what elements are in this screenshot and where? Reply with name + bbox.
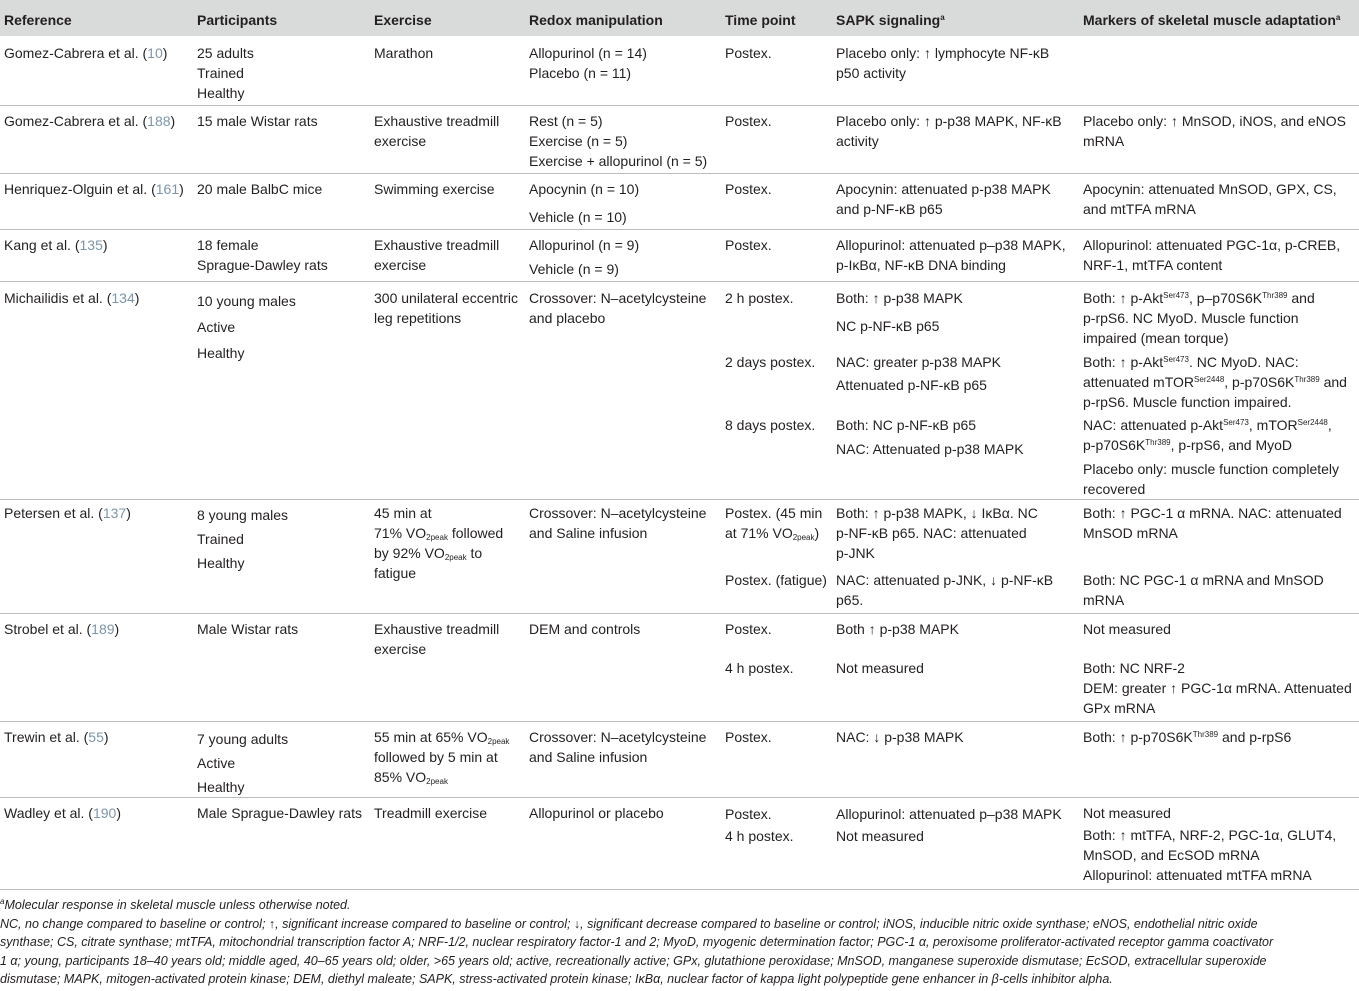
cell-markers: Both: ↑ p-Akt$^{Ser473}$, $p-p70S6K^{Thr389}$ and p-rpS6. NC MyoD. Muscle function impaired (mean torque) bbox=[1083, 290, 1315, 346]
table-header bbox=[0, 0, 1359, 36]
cell-markers: Placebo only: muscle function completely recovered bbox=[1083, 461, 1340, 497]
cell-reference: Kang et al. (135) bbox=[4, 237, 108, 253]
cell-sapk: Both: NC p-NF-κB p65 bbox=[836, 417, 977, 433]
cell-reference: Gomez-Cabrera et al. (10) bbox=[4, 45, 168, 61]
header-markers: Markers of skeletal muscle adaptation$^a$ bbox=[1083, 12, 1341, 28]
table-bottom-rule bbox=[0, 889, 1359, 890]
cell-reference: Gomez-Cabrera et al. (188) bbox=[4, 113, 176, 129]
cell-participants: 7 young adults Active Healthy bbox=[197, 731, 289, 795]
cell-exercise: Exhaustive treadmill exercise bbox=[374, 237, 500, 273]
cell-sapk: NC p-NF-κB p65 bbox=[836, 318, 940, 334]
row-divider bbox=[0, 281, 1359, 282]
cell-sapk: Allopurinol: attenuated p–p38 MAPK, p-IκBα, NF-κB DNA binding bbox=[836, 237, 1066, 273]
row-divider bbox=[0, 721, 1359, 722]
footnote-abbreviations: synthase; CS, citrate synthase; mtTFA, mitochondrial transcription factor A; NRF-1/2, nuclear respiratory factor-1 and 2; MyoD, myogenic determination factor; PGC-1 α, peroxisome proliferator-activated receptor gamma coactivator bbox=[0, 935, 1274, 949]
cell-sapk: Placebo only: ↑ lymphocyte NF-κB p50 activity bbox=[836, 45, 1050, 81]
cell-redox: Allopurinol (n = 9) bbox=[529, 237, 640, 253]
cell-time: 2 days postex. bbox=[725, 354, 816, 370]
cell-redox: Crossover: N–acetylcysteine and Saline infusion bbox=[529, 729, 707, 765]
cell-time: Postex. bbox=[725, 181, 772, 197]
cell-time: Postex. bbox=[725, 729, 772, 745]
citation-link[interactable]: 189 bbox=[91, 621, 115, 637]
row-divider bbox=[0, 173, 1359, 174]
cell-sapk: Not measured bbox=[836, 660, 924, 676]
footnote-abbreviations: 1 α; young, participants 18–40 years old; middle aged, 40–65 years old; older, >65 years old; active, recreationally active; GPx, glutathione peroxidase; MnSOD, manganese superoxide dismutase; EcSOD, extracellular superoxide bbox=[0, 953, 1267, 968]
cell-time: Postex. bbox=[725, 45, 772, 61]
cell-reference: Petersen et al. (137) bbox=[4, 505, 131, 521]
cell-markers: Both: ↑ PGC-1 α mRNA. NAC: attenuated MnSOD mRNA bbox=[1083, 505, 1342, 541]
cell-redox: Vehicle (n = 10) bbox=[529, 209, 627, 225]
citation-link[interactable]: 55 bbox=[88, 729, 104, 745]
cell-sapk: NAC: ↓ p-p38 MAPK bbox=[836, 729, 964, 745]
cell-markers: Allopurinol: attenuated PGC-1α, p-CREB, NRF-1, mtTFA content bbox=[1083, 237, 1341, 273]
cell-reference: Trewin et al. (55) bbox=[4, 729, 109, 745]
cell-sapk: NAC: Attenuated p-p38 MAPK bbox=[836, 441, 1024, 457]
cell-participants: 8 young males Trained Healthy bbox=[197, 507, 289, 571]
cell-redox: Apocynin (n = 10) bbox=[529, 181, 640, 197]
table-footnotes bbox=[0, 896, 1359, 989]
cell-markers: Placebo only: ↑ MnSOD, iNOS, and eNOS mRNA bbox=[1083, 113, 1346, 149]
cell-exercise: Treadmill exercise bbox=[374, 805, 488, 821]
header-time: Time point bbox=[725, 12, 796, 28]
header-exercise: Exercise bbox=[374, 12, 432, 28]
cell-reference: Michailidis et al. (134) bbox=[4, 290, 140, 306]
cell-redox: Vehicle (n = 9) bbox=[529, 261, 619, 277]
cell-exercise: 45 min at 71% $VO_{2peak}$ followed by 92% $VO_{2peak}$ to fatigue bbox=[374, 505, 504, 581]
cell-markers: Apocynin: attenuated MnSOD, GPX, CS, and mtTFA mRNA bbox=[1083, 181, 1337, 217]
cell-exercise: Swimming exercise bbox=[374, 181, 495, 197]
cell-redox: DEM and controls bbox=[529, 621, 641, 637]
cell-redox: Allopurinol (n = 14) Placebo (n = 11) bbox=[529, 45, 647, 81]
citation-link[interactable]: 134 bbox=[111, 290, 135, 306]
footnote-a: $^a$Molecular response in skeletal muscle unless otherwise noted. bbox=[0, 897, 351, 912]
cell-participants: 25 adults Trained Healthy bbox=[197, 45, 254, 101]
cell-sapk: NAC: greater p-p38 MAPK bbox=[836, 354, 1001, 370]
cell-exercise: 55 min at 65% $VO_{2peak}$ followed by 5 min at 85% $VO_{2peak}$ bbox=[374, 729, 510, 786]
cell-markers: Not measured bbox=[1083, 805, 1171, 821]
cell-markers: Both: NC PGC-1 α mRNA and MnSOD mRNA bbox=[1083, 572, 1324, 608]
cell-time: 8 days postex. bbox=[725, 417, 816, 433]
cell-time: Postex. bbox=[725, 237, 772, 253]
cell-time: Postex. (45 min at 71% $VO_{2peak}$) bbox=[725, 505, 823, 542]
cell-reference: Wadley et al. (190) bbox=[4, 805, 121, 821]
row-divider bbox=[0, 613, 1359, 614]
header-redox: Redox manipulation bbox=[529, 12, 663, 28]
citation-link[interactable]: 10 bbox=[147, 45, 163, 61]
cell-sapk: Allopurinol: attenuated p–p38 MAPK Not measured bbox=[836, 806, 1062, 844]
cell-sapk: NAC: attenuated p-JNK, ↓ p-NF-κB p65. bbox=[836, 572, 1054, 608]
cell-sapk: Placebo only: ↑ p-p38 MAPK, NF-κB activity bbox=[836, 113, 1062, 149]
citation-link[interactable]: 190 bbox=[92, 805, 117, 821]
cell-participants: 15 male Wistar rats bbox=[197, 113, 318, 129]
cell-reference: Strobel et al. (189) bbox=[4, 621, 120, 637]
cell-participants: 18 female Sprague-Dawley rats bbox=[197, 237, 328, 273]
citation-link[interactable]: 137 bbox=[102, 505, 127, 521]
cell-markers: Both: ↑ p-Akt$^{Ser473}$. NC MyoD. NAC: attenuated mTOR$^{Ser2448}$, $p-p70S6K^{Thr389}$ and p-rpS6. Muscle function impaired. bbox=[1083, 354, 1347, 410]
cell-sapk: Both ↑ p-p38 MAPK bbox=[836, 621, 959, 637]
cell-sapk: Attenuated p-NF-κB p65 bbox=[836, 377, 987, 393]
cell-markers: NAC: attenuated p-Akt$^{Ser473}$, mTOR$^{Ser2448}$, $p-p70S6K^{Thr389}$, p-rpS6, and MyoD bbox=[1083, 417, 1332, 453]
cell-time: 4 h postex. bbox=[725, 660, 794, 676]
cell-exercise: Exhaustive treadmill exercise bbox=[374, 113, 500, 149]
cell-markers: Both: NC NRF-2 DEM: greater ↑ PGC-1α mRNA. Attenuated GPx mRNA bbox=[1083, 660, 1352, 716]
citation-link[interactable]: 135 bbox=[79, 237, 103, 253]
cell-redox: Rest (n = 5) Exercise (n = 5) Exercise + allopurinol (n = 5) bbox=[529, 113, 708, 169]
cell-participants: Male Sprague-Dawley rats bbox=[197, 805, 362, 821]
cell-participants: 10 young males Active Healthy bbox=[197, 293, 296, 361]
header-participants: Participants bbox=[197, 12, 278, 28]
row-divider bbox=[0, 499, 1359, 500]
cell-sapk: Both: ↑ p-p38 MAPK bbox=[836, 290, 963, 306]
row-divider bbox=[0, 229, 1359, 230]
cell-sapk: Apocynin: attenuated p-p38 MAPK and p-NF-κB p65 bbox=[836, 181, 1051, 217]
header-reference: Reference bbox=[4, 12, 72, 28]
cell-markers: Not measured bbox=[1083, 621, 1171, 637]
cell-time: Postex. 4 h postex. bbox=[725, 806, 794, 844]
cell-exercise: Exhaustive treadmill exercise bbox=[374, 621, 500, 657]
cell-redox: Crossover: N–acetylcysteine and Saline infusion bbox=[529, 505, 707, 541]
footnote-abbreviations: dismutase; MAPK, mitogen-activated protein kinase; DEM, diethyl maleate; SAPK, stress-activated protein kinase; IκBα, nuclear factor of kappa light polypeptide gene enhancer in β-cells inhibitor alpha. bbox=[0, 972, 1113, 986]
cell-time: 2 h postex. bbox=[725, 290, 794, 306]
cell-time: Postex. bbox=[725, 113, 772, 129]
row-divider bbox=[0, 797, 1359, 798]
cell-exercise: Marathon bbox=[374, 45, 434, 61]
cell-time: Postex. (fatigue) bbox=[725, 572, 827, 588]
cell-markers: Both: ↑ mtTFA, NRF-2, PGC-1α, GLUT4, MnSOD, and EcSOD mRNA Allopurinol: attenuated mtTFA mRNA bbox=[1083, 827, 1337, 883]
citation-link[interactable]: 161 bbox=[155, 181, 180, 197]
cell-participants: 20 male BalbC mice bbox=[197, 181, 323, 197]
footnote-abbreviations: NC, no change compared to baseline or control; ↑, significant increase compared to baseline or control; ↓, significant decrease compared to baseline or control; iNOS, inducible nitric oxide synthase; eNOS, endothelial nitric oxide bbox=[0, 916, 1258, 931]
header-sapk: SAPK signaling$^a$ bbox=[836, 12, 945, 28]
cell-exercise: 300 unilateral eccentric leg repetitions bbox=[374, 290, 518, 326]
citation-link[interactable]: 188 bbox=[147, 113, 171, 129]
cell-sapk: Both: ↑ p-p38 MAPK, ↓ IκBα. NC p-NF-κB p65. NAC: attenuated p-JNK bbox=[836, 505, 1038, 561]
row-divider bbox=[0, 105, 1359, 106]
cell-participants: Male Wistar rats bbox=[197, 621, 299, 637]
cell-reference: Henriquez-Olguin et al. (161) bbox=[4, 181, 184, 197]
cell-markers: Both: ↑ $p-p70S6K^{Thr389}$ and p-rpS6 bbox=[1083, 729, 1292, 745]
cell-redox: Allopurinol or placebo bbox=[529, 805, 664, 821]
cell-redox: Crossover: N–acetylcysteine and placebo bbox=[529, 290, 707, 326]
cell-time: Postex. bbox=[725, 621, 772, 637]
